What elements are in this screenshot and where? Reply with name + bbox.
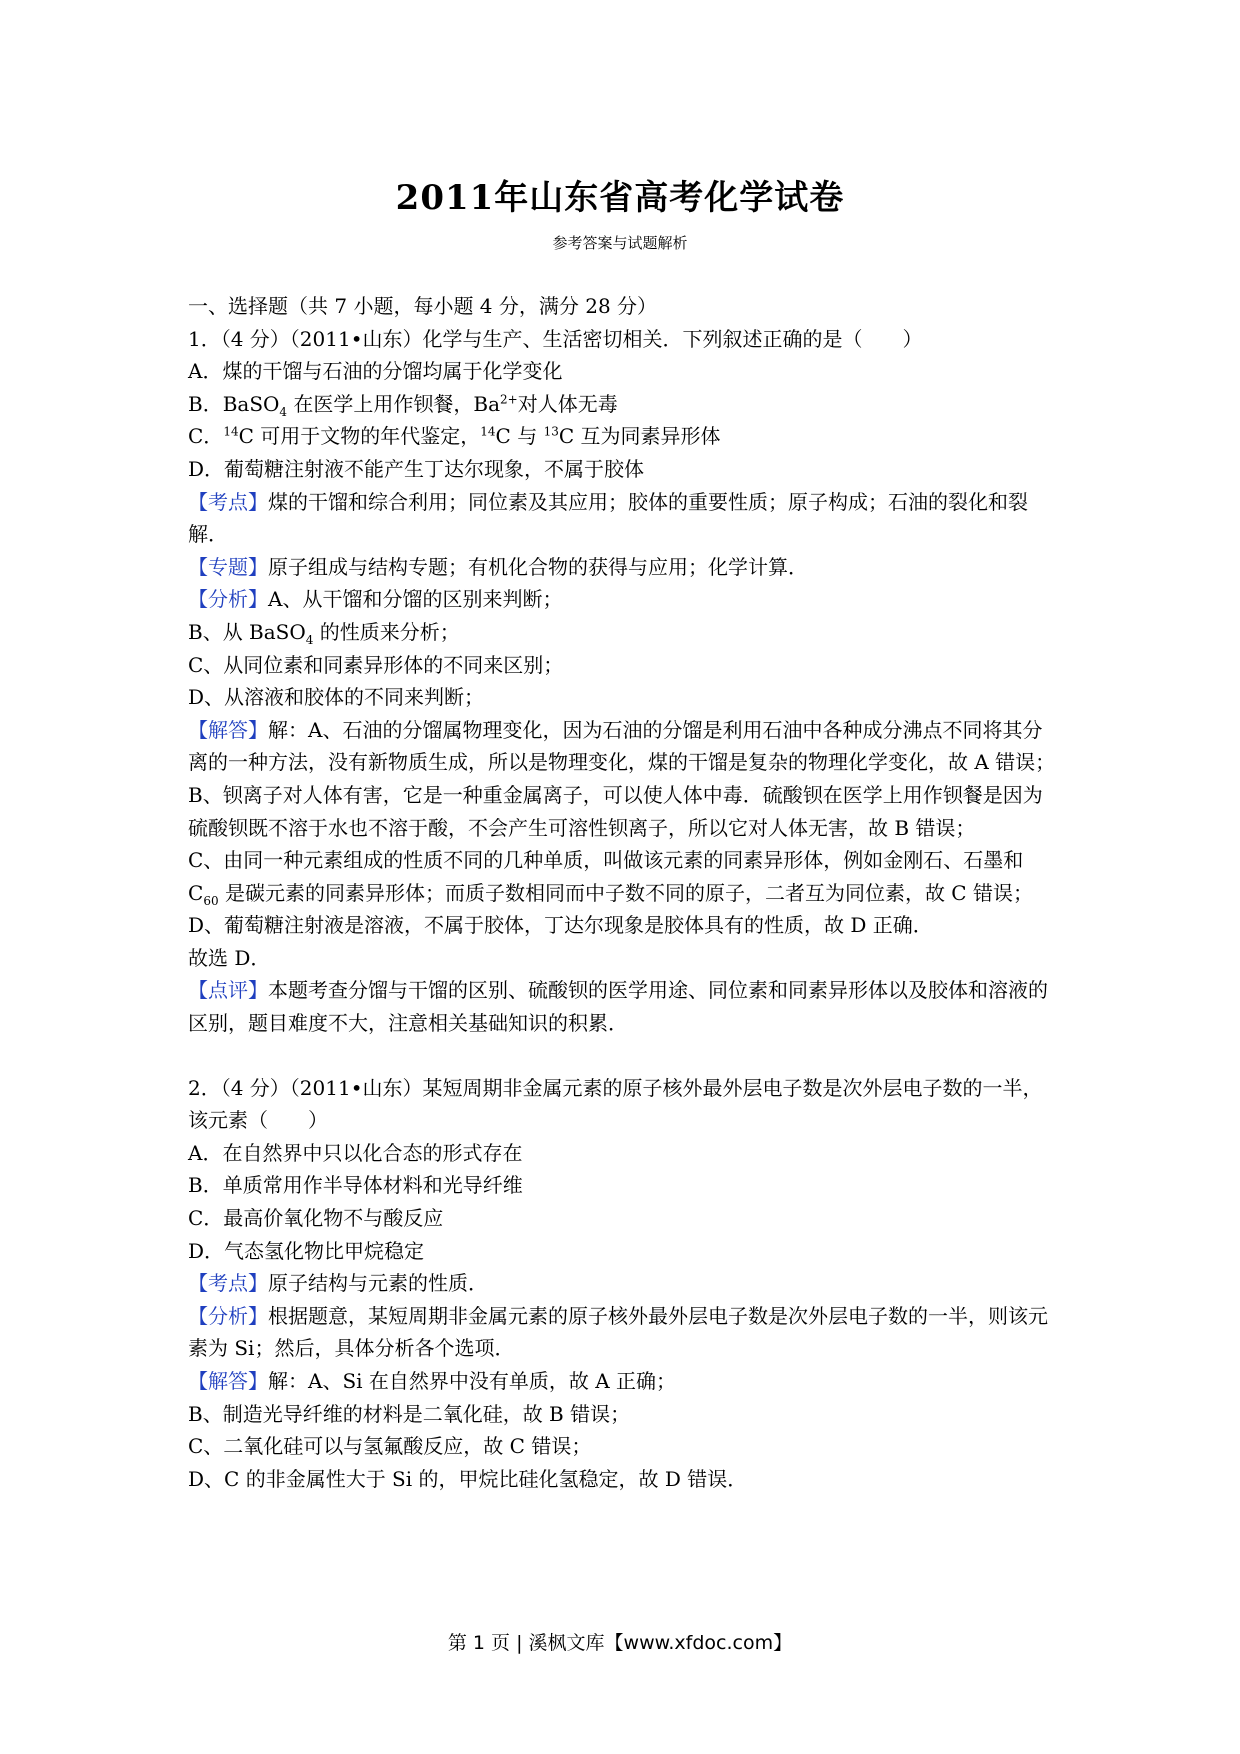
jieda-tag: 【解答】 [188, 717, 268, 742]
q2-jieda-c: C、二氧化硅可以与氢氟酸反应，故 C 错误； [188, 1434, 592, 1459]
q2-stem: 2．（4 分）（2011•山东）某短周期非金属元素的原子核外最外层电子数是次外层电子数的一半，该元素（ ） [188, 1075, 1043, 1133]
q1-option-a: A．煤的干馏与石油的分馏均属于化学变化 [188, 359, 563, 384]
q2-fenxi: 【分析】根据题意，某短周期非金属元素的原子核外最外层电子数是次外层电子数的一半，则该元素为 Si；然后，具体分析各个选项． [188, 1303, 1048, 1361]
section-heading: 一、选择题（共 7 小题，每小题 4 分，满分 28 分） [188, 294, 658, 318]
q1-kaodian: 【考点】煤的干馏和综合利用；同位素及其应用；胶体的重要性质；原子构成；石油的裂化和裂解． [188, 489, 1028, 547]
q1-answer: 故选 D． [188, 945, 271, 970]
q1-stem: 1．（4 分）（2011•山东）化学与生产、生活密切相关．下列叙述正确的是（ ） [188, 326, 923, 351]
q1-fenxi: 【分析】A、从干馏和分馏的区别来判断； [188, 587, 563, 612]
jieda-tag: 【解答】 [188, 1369, 268, 1393]
page-subtitle: 参考答案与试题解析 [552, 234, 688, 252]
dianping-tag: 【点评】 [188, 978, 268, 1003]
q2-jieda-b: B、制造光导纤维的材料是二氧化硅，故 B 错误； [188, 1401, 631, 1426]
q2-jieda: 【解答】解：A、Si 在自然界中没有单质，故 A 正确； [188, 1369, 677, 1393]
q2-jieda-d: D、C 的非金属性大于 Si 的，甲烷比硅化氢稳定，故 D 错误． [188, 1466, 748, 1491]
zhuanti-tag: 【专题】 [188, 554, 268, 579]
q2-option-a: A．在自然界中只以化合态的形式存在 [188, 1140, 523, 1165]
q1-option-b: B．BaSO$_4$ 在医学上用作钡餐，$Ba^{2+}$对人体无毒 [188, 391, 618, 419]
q1-zhuanti: 【专题】原子组成与结构专题；有机化合物的获得与应用；化学计算． [188, 554, 808, 579]
page-title: 2011年山东省高考化学试卷 [395, 178, 845, 218]
q2-option-c: C．最高价氧化物不与酸反应 [188, 1206, 444, 1231]
q1-option-c: C．$^{14}$C 可用于文物的年代鉴定，$^{14}$C 与 $^{13}$C 互为同素异形体 [188, 424, 721, 449]
q2-kaodian: 【考点】原子结构与元素的性质． [188, 1271, 488, 1296]
q1-jieda-c: C、由同一种元素组成的性质不同的几种单质，叫做该元素的同素异形体，例如金刚石、石墨和 $C_{60}$ 是碳元素的同素异形体；而质子数相同而中子数不同的原子，二者互为同位素，故 C 错误； [188, 848, 1033, 908]
q1-fenxi-b: B、从 BaSO$_4$ 的性质来分析； [188, 619, 460, 647]
q1-jieda-d: D、葡萄糖注射液是溶液，不属于胶体，丁达尔现象是胶体具有的性质，故 D 正确． [188, 913, 933, 938]
q1-fenxi-d: D、从溶液和胶体的不同来判断； [188, 685, 485, 710]
kaodian-tag: 【考点】 [188, 1271, 268, 1296]
page-footer: 第 1 页 | 溪枫文库【www.xfdoc.com】 [447, 1632, 793, 1654]
question-spacer [188, 1040, 1058, 1072]
q1-jieda: 【解答】解：A、石油的分馏属物理变化，因为石油的分馏是利用石油中各种成分沸点不同将其分离的一种方法，没有新物质生成，所以是物理变化，煤的干馏是复杂的物理化学变化，故 A 错误； [188, 717, 1056, 775]
q1-jieda-b: B、钡离子对人体有害，它是一种重金属离子，可以使人体中毒．硫酸钡在医学上用作钡餐是因为硫酸钡既不溶于水也不溶于酸，不会产生可溶性钡离子，所以它对人体无害，故 B 错误； [188, 782, 1043, 840]
kaodian-tag: 【考点】 [188, 489, 268, 514]
fenxi-tag: 【分析】 [188, 1303, 268, 1328]
q2-option-d: D．气态氢化物比甲烷稳定 [188, 1238, 425, 1263]
document-body [188, 290, 1058, 1495]
q1-fenxi-c: C、从同位素和同素异形体的不同来区别； [188, 652, 564, 677]
fenxi-tag: 【分析】 [188, 587, 268, 612]
q2-option-b: B．单质常用作半导体材料和光导纤维 [188, 1173, 523, 1198]
q1-dianping: 【点评】本题考查分馏与干馏的区别、硫酸钡的医学用途、同位素和同素异形体以及胶体和溶液的区别，题目难度不大，注意相关基础知识的积累． [188, 978, 1048, 1036]
q1-option-d: D．葡萄糖注射液不能产生丁达尔现象，不属于胶体 [188, 456, 645, 481]
